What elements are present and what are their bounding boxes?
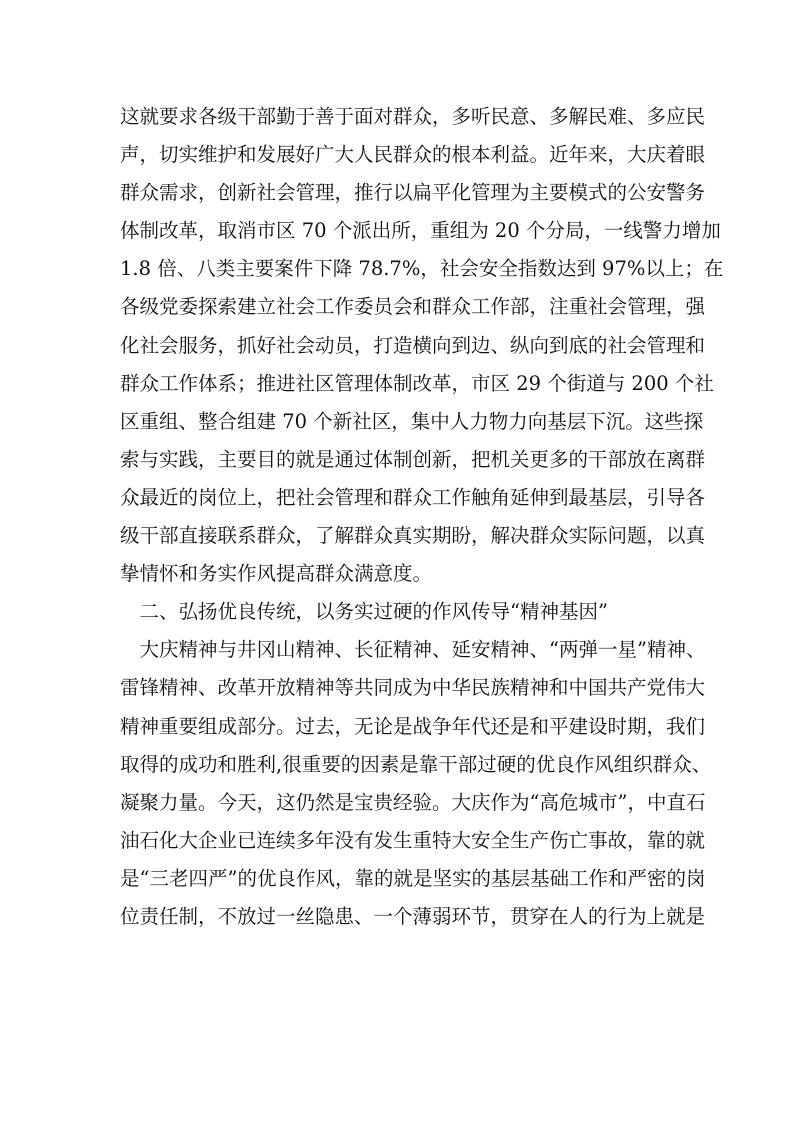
- text-line: 精神重要组成部分。过去，无论是战争年代还是和平建设时期，我们: [120, 714, 706, 738]
- text-line: 体制改革，取消市区 70 个派出所，重组为 20 个分局，一线警力增加: [120, 219, 721, 243]
- section-heading: 二、弘扬优良传统，以务实过硬的作风传导“精神基因”: [120, 600, 608, 624]
- text-line: 1.8 倍、八类主要案件下降 78.7%，社会安全指数达到 97%以上；在: [120, 257, 724, 281]
- text-line: 大庆精神与井冈山精神、长征精神、延安精神、“两弹一星”精神、: [120, 638, 706, 662]
- text-line: 挚情怀和务实作风提高群众满意度。: [120, 562, 433, 586]
- text-line: 群众工作体系；推进社区管理体制改革，市区 29 个街道与 200 个社: [120, 371, 714, 395]
- text-line: 油石化大企业已连续多年没有发生重特大安全生产伤亡事故，靠的就: [120, 828, 706, 852]
- text-line: 凝聚力量。今天，这仍然是宝贵经验。大庆作为“高危城市”，中直石: [120, 790, 706, 814]
- text-line: 位责任制，不放过一丝隐患、一个薄弱环节，贯穿在人的行为上就是: [120, 904, 706, 928]
- text-line: 化社会服务，抓好社会动员，打造横向到边、纵向到底的社会管理和: [120, 333, 706, 357]
- text-line: 是“三老四严”的优良作风，靠的就是坚实的基层基础工作和严密的岗: [120, 866, 706, 890]
- text-line: 索与实践，主要目的就是通过体制创新，把机关更多的干部放在离群: [120, 447, 706, 471]
- text-line: 各级党委探索建立社会工作委员会和群众工作部，注重社会管理，强: [120, 295, 706, 319]
- text-line: 这就要求各级干部勤于善于面对群众，多听民意、多解民难、多应民: [120, 105, 706, 128]
- text-line: 众最近的岗位上，把社会管理和群众工作触角延伸到最基层，引导各: [120, 485, 706, 509]
- text-line: 群众需求，创新社会管理，推行以扁平化管理为主要模式的公安警务: [120, 181, 706, 205]
- text-line: 声，切实维护和发展好广大人民群众的根本利益。近年来，大庆着眼: [120, 143, 706, 167]
- text-line: 级干部直接联系群众，了解群众真实期盼，解决群众实际问题，以真: [120, 524, 706, 548]
- text-line: 区重组、整合组建 70 个新社区，集中人力物力向基层下沉。这些探: [120, 409, 704, 433]
- body-text: [120, 98, 724, 936]
- text-line: 雷锋精神、改革开放精神等共同成为中华民族精神和中国共产党伟大: [120, 676, 706, 700]
- text-line: 取得的成功和胜利,很重要的因素是靠干部过硬的优良作风组织群众、: [120, 752, 712, 776]
